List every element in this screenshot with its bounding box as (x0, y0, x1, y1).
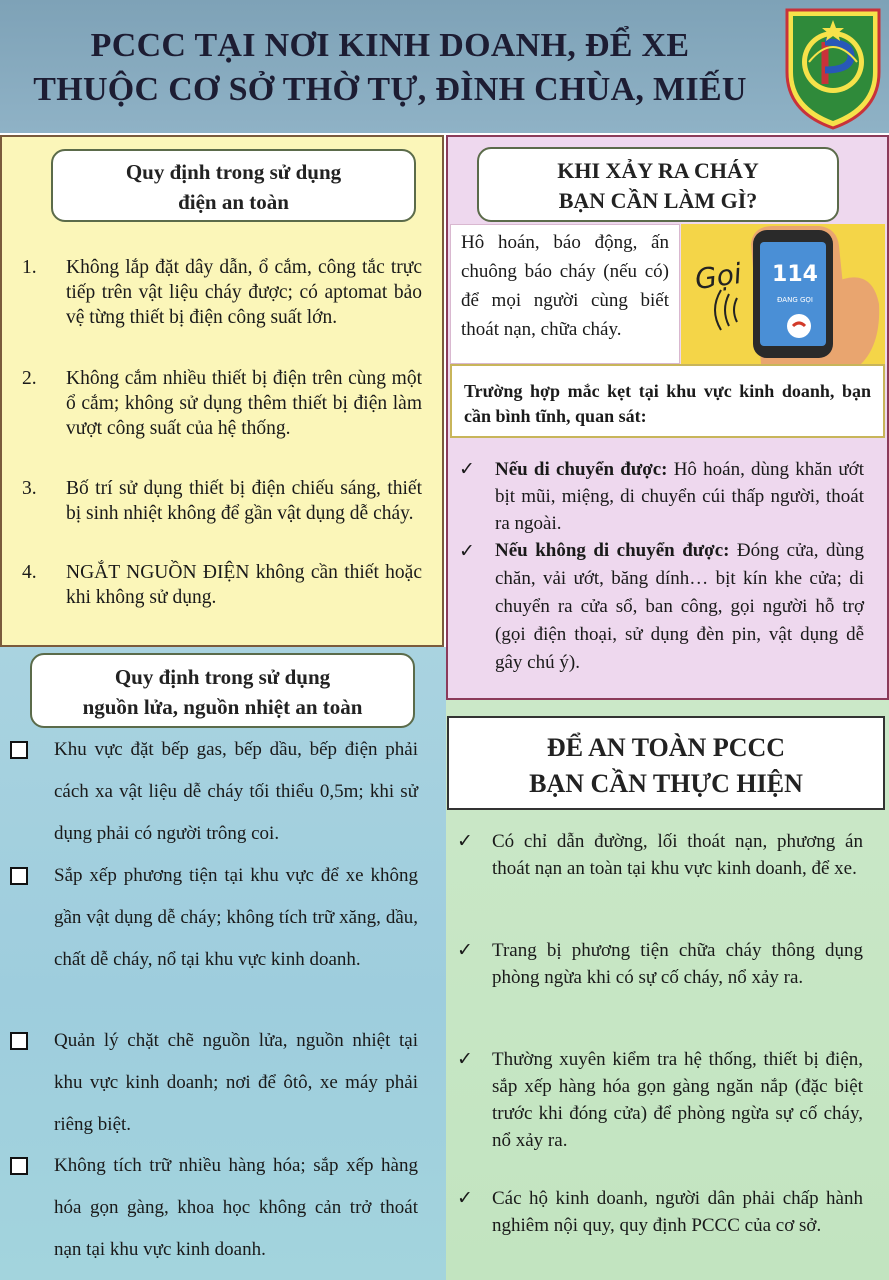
electric-item-text: Không lắp đặt dây dẫn, ổ cắm, công tắc trực tiếp trên vật liệu cháy được; có aptomat bảo vệ từng thiết bị điện công suất lớn. (66, 257, 422, 328)
electric-item-text: Không cắm nhiều thiết bị điện trên cùng một ổ cắm; không sử dụng thêm thiết bị điện làm vượt công suất của hệ thống. (66, 368, 422, 439)
response-item-bold: Nếu di chuyển được: (495, 459, 668, 480)
electric-item-4 (22, 560, 422, 610)
fire-source-item-3 (10, 1020, 418, 1146)
check-icon: ✓ (457, 939, 473, 961)
fire-source-item-text: Khu vực đặt bếp gas, bếp dầu, bếp điện phải cách xa vật liệu dễ cháy tối thiểu 0,5m; khi sử dụng phải có người trông coi. (54, 739, 418, 844)
phone-number: 114 (772, 262, 818, 287)
checkbox-square-icon (10, 867, 28, 885)
trapped-instruction: Trường hợp mắc kẹt tại khu vực kinh doanh, bạn cần bình tĩnh, quan sát: (450, 364, 885, 438)
electric-item-number: 2. (22, 368, 37, 389)
safety-item-3 (457, 1046, 863, 1154)
check-icon: ✓ (457, 1187, 473, 1209)
response-item-1 (459, 456, 864, 537)
fire-source-item-text: Quản lý chặt chẽ nguồn lửa, nguồn nhiệt tại khu vực kinh doanh; nơi để ôtô, xe máy phải riêng biệt. (54, 1030, 418, 1135)
electric-item-text: NGẮT NGUỒN ĐIỆN không cần thiết hoặc khi không sử dụng. (66, 562, 422, 608)
checkbox-square-icon (10, 741, 28, 759)
safety-item-text: Có chỉ dẫn đường, lối thoát nạn, phương án thoát nạn an toàn tại khu vực kinh doanh, để xe. (492, 831, 863, 879)
response-item-text: Hô hoán, dùng khăn ướt bịt mũi, miệng, di chuyển cúi thấp người, thoát ra ngoài. (495, 459, 864, 534)
check-icon: ✓ (457, 830, 473, 852)
electric-item-text: Bố trí sử dụng thiết bị điện chiếu sáng, thiết bị sinh nhiệt không để gần vật dụng dễ cháy. (66, 478, 422, 524)
checkbox-square-icon (10, 1157, 28, 1175)
electric-heading-line1: Quy định trong sử dụng (125, 160, 342, 184)
alarm-text: Hô hoán, báo động, ấn chuông báo cháy (nếu có) để mọi người cùng biết thoát nạn, chữa cháy. (450, 224, 680, 364)
check-icon: ✓ (457, 1048, 473, 1070)
safety-heading-line2: BẠN CẦN THỰC HIỆN (529, 769, 803, 798)
fire-response-heading-line1: KHI XẢY RA CHÁY (557, 158, 759, 183)
electric-item-number: 3. (22, 478, 37, 499)
phone-caption: Gọi (692, 256, 744, 297)
electric-heading-line2: điện an toàn (178, 190, 289, 214)
electric-item-number: 1. (22, 257, 37, 278)
fire-source-item-1 (10, 729, 418, 855)
safety-heading-line1: ĐỂ AN TOÀN PCCC (546, 733, 786, 762)
fire-source-item-2 (10, 855, 418, 981)
page-title-line1: PCCC TẠI NƠI KINH DOANH, ĐỂ XE (90, 27, 690, 64)
safety-item-2 (457, 937, 863, 991)
fire-source-heading-line1: Quy định trong sử dụng (114, 665, 331, 689)
fire-source-item-text: Không tích trữ nhiều hàng hóa; sắp xếp hàng hóa gọn gàng, khoa học không cản trở thoát nạn tại khu vực kinh doanh. (54, 1155, 418, 1260)
safety-heading (447, 716, 885, 810)
check-icon: ✓ (459, 540, 475, 562)
police-logo-icon (781, 2, 885, 130)
electric-item-3 (22, 476, 422, 526)
phone-call-illustration (681, 224, 885, 364)
check-icon: ✓ (459, 458, 475, 480)
safety-item-text: Thường xuyên kiểm tra hệ thống, thiết bị điện, sắp xếp hàng hóa gọn gàng ngăn nắp (đặc biệt trước khi đóng cửa) để phòng ngừa sự cố cháy, nổ xảy ra. (492, 1049, 863, 1151)
fire-source-item-4 (10, 1145, 418, 1271)
fire-response-heading-line2: BẠN CẦN LÀM GÌ? (558, 188, 758, 213)
fire-response-heading (477, 147, 839, 222)
electric-safety-heading (51, 149, 416, 222)
safety-item-text: Các hộ kinh doanh, người dân phải chấp hành nghiêm nội quy, quy định PCCC của cơ sở. (492, 1188, 863, 1236)
fire-source-heading-line2: nguồn lửa, nguồn nhiệt an toàn (82, 695, 363, 719)
checkbox-square-icon (10, 1032, 28, 1050)
fire-source-heading (30, 653, 415, 728)
electric-item-1 (22, 255, 422, 330)
phone-status: ĐANG GỌI (777, 296, 813, 304)
safety-item-text: Trang bị phương tiện chữa cháy thông dụng phòng ngừa khi có sự cố cháy, nổ xảy ra. (492, 940, 863, 988)
safety-item-4 (457, 1185, 863, 1239)
electric-item-2 (22, 366, 422, 441)
page-title-line2: THUỘC CƠ SỞ THỜ TỰ, ĐÌNH CHÙA, MIẾU (33, 71, 747, 108)
fire-source-item-text: Sắp xếp phương tiện tại khu vực để xe không gần vật dụng dễ cháy; không tích trữ xăng, dầu, chất dễ cháy, nổ tại khu vực kinh doanh. (54, 865, 418, 970)
header-banner (0, 0, 889, 133)
safety-item-1 (457, 828, 863, 882)
electric-item-number: 4. (22, 562, 37, 583)
response-item-2 (459, 537, 864, 677)
response-item-bold: Nếu không di chuyển được: (495, 540, 730, 561)
response-item-text: Đóng cửa, dùng chăn, vải ướt, băng dính… bịt kín khe cửa; di chuyển ra cửa sổ, ban công, gọi người hỗ trợ (gọi điện thoại, sử dụng đèn pin, vật dụng dễ gây chú ý). (495, 540, 864, 673)
